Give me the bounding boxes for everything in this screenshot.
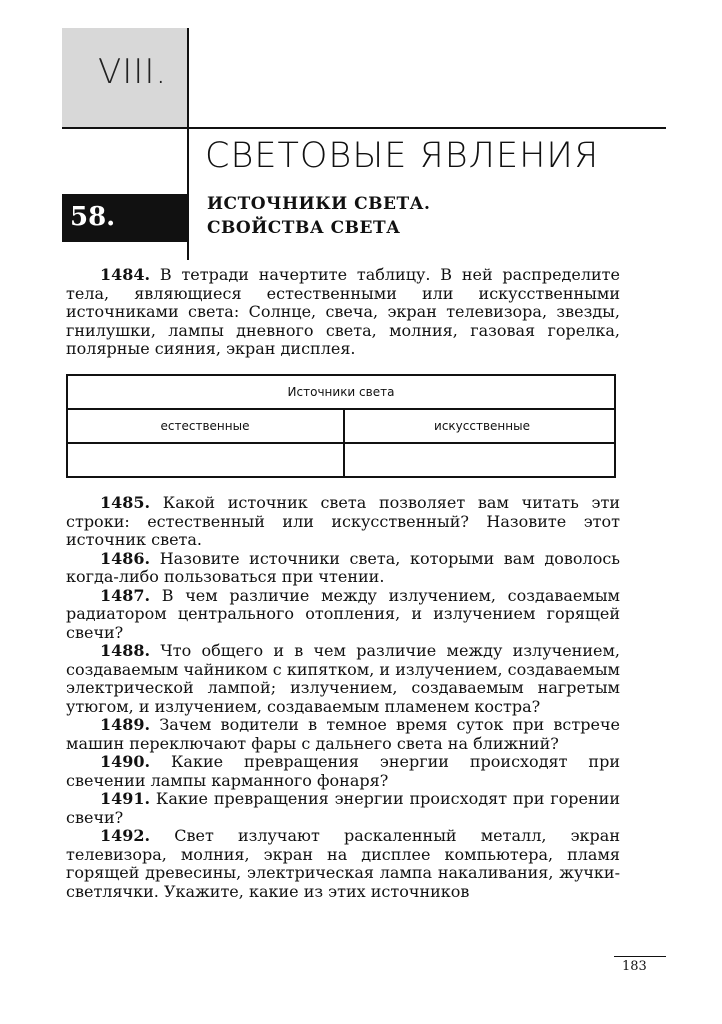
- problem-text: Какие превращения энергии происходят при горении свечи?: [66, 789, 620, 827]
- problem-text: Какие превращения энергии происходят при свечении лампы карманного фонаря?: [66, 752, 620, 790]
- problem-number: 1492.: [100, 826, 151, 845]
- problem-text: В чем различие между излучением, создаваемым радиатором центрального отопления, и излучением горящей свечи?: [66, 585, 620, 642]
- problem-number: 1486.: [100, 548, 151, 568]
- problem-text: Свет излучают раскаленный металл, экран телевизора, молния, экран на дисплее компьютера, пламя горящей древесины, электрическая лампа накаливания, жучки-светлячки. Укажите, какие из этих источников: [66, 826, 620, 901]
- list-item: [66, 587, 620, 643]
- problem-text: Зачем водители в темное время суток при встрече машин переключают фары с дальнего света на ближний?: [66, 715, 620, 753]
- chapter-number: VIII.: [98, 52, 168, 92]
- problem-text: В тетради начертите таблицу. В ней распределите тела, являющиеся естественными или искусственными источниками света: Солнце, свеча, экран телевизора, звезды, гнилушки, лампы дневного света, молния, газовая горелка, полярные сияния, экран дисплея.: [66, 265, 620, 358]
- list-item: [66, 753, 620, 790]
- chapter-title: СВЕТОВЫЕ ЯВЛЕНИЯ: [205, 136, 600, 176]
- section-number: 58.: [70, 202, 116, 232]
- list-item: [66, 716, 620, 753]
- header-vertical-rule: [187, 28, 189, 260]
- header-horizontal-rule: [62, 127, 666, 129]
- page-number: 183: [622, 959, 647, 974]
- light-sources-table: [66, 374, 616, 478]
- table-header: Источники света: [68, 376, 614, 410]
- problem-number: 1484.: [100, 265, 151, 284]
- table-column-artificial: искусственные: [434, 419, 530, 433]
- problems-list: [66, 494, 620, 901]
- list-item: [66, 550, 620, 587]
- page-number-rule: [614, 956, 666, 957]
- problem-text: Что общего и в чем различие между излучением, создаваемым чайником с кипятком, и излучением, создаваемым электрической лампой; излучением, создаваемым нагретым утюгом, и излучением, создаваемым пламенем костра?: [66, 641, 620, 716]
- problem-number: 1485.: [100, 493, 151, 512]
- section-title: [207, 192, 430, 240]
- problem-1484: [66, 266, 620, 359]
- problem-text: Какой источник света позволяет вам читать эти строки: естественный или искусственный? Назовите этот источник света.: [66, 493, 620, 549]
- problem-number: 1487.: [100, 585, 151, 605]
- problem-number: 1490.: [100, 752, 151, 771]
- list-item: [66, 827, 620, 901]
- list-item: [66, 642, 620, 716]
- section-title-line-1: ИСТОЧНИКИ СВЕТА.: [207, 194, 431, 214]
- section-title-line-2: СВОЙСТВА СВЕТА: [207, 218, 401, 238]
- list-item: [66, 494, 620, 550]
- problem-text: Назовите источники света, которыми вам доволось когда-либо пользоваться при чтении.: [66, 548, 620, 586]
- table-column-divider: [343, 410, 345, 476]
- list-item: [66, 790, 620, 827]
- problem-number: 1489.: [100, 715, 151, 734]
- problem-number: 1488.: [100, 641, 151, 660]
- problem-number: 1491.: [100, 789, 151, 808]
- table-column-natural: естественные: [160, 419, 250, 433]
